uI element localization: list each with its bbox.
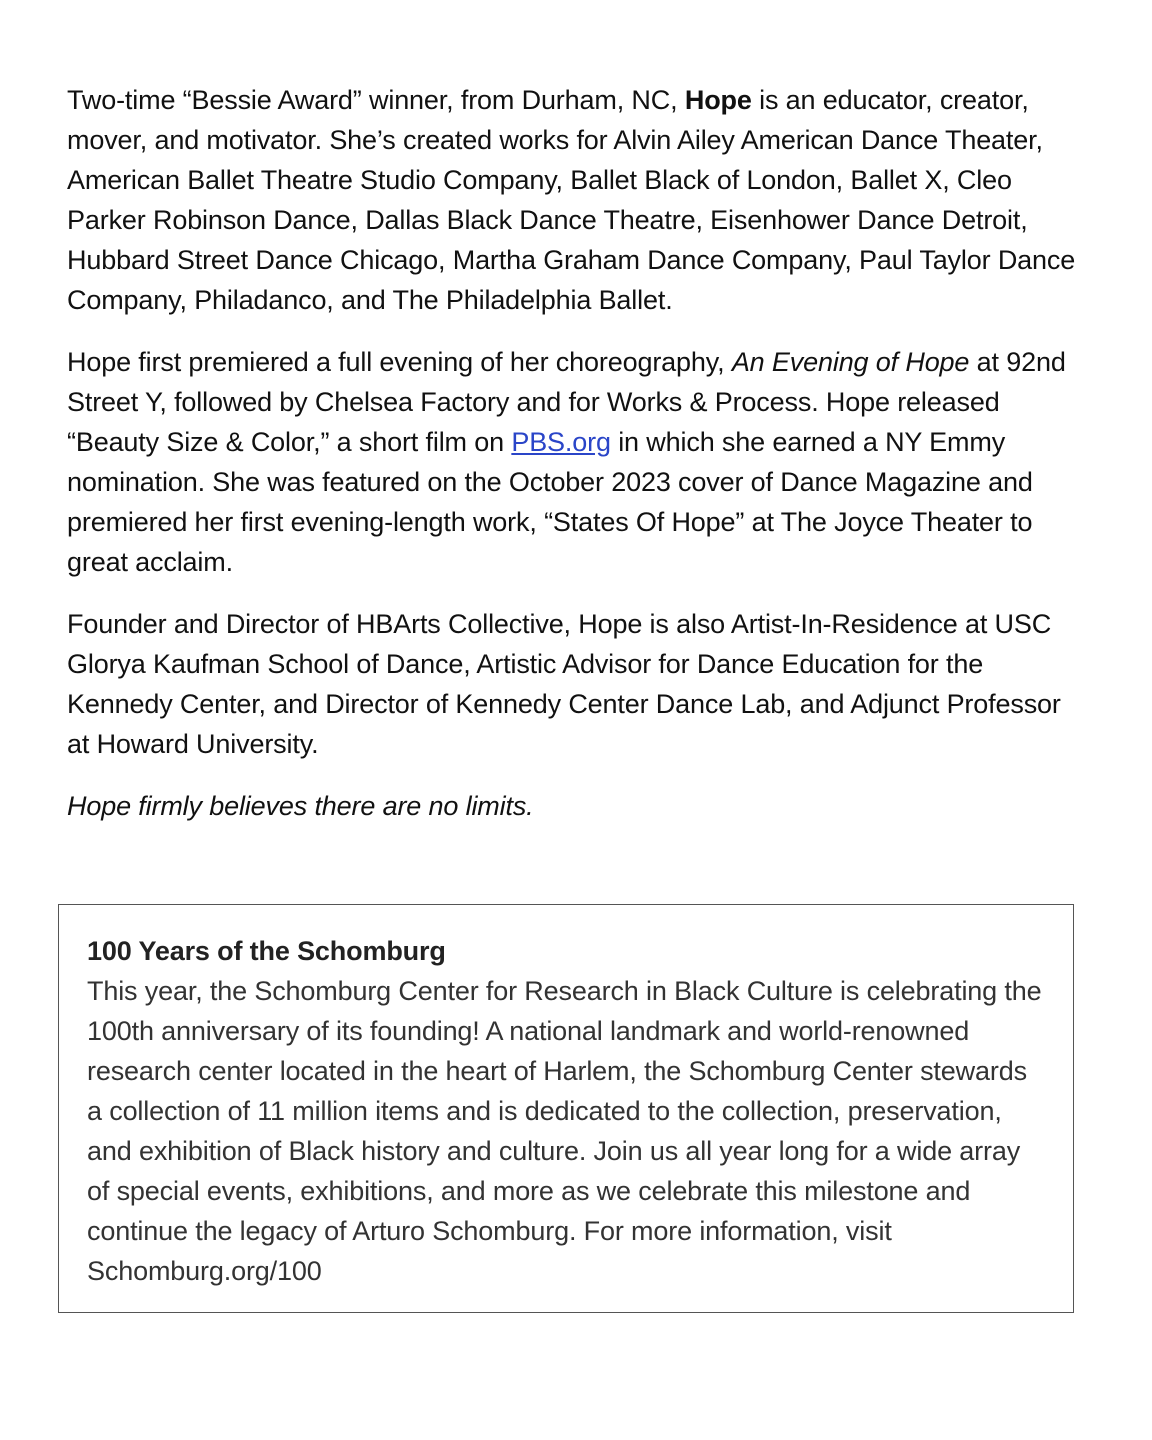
bio-p1-rest: is an educator, creator, mover, and motivator. She’s created works for Alvin Ailey American Dance Theater, American Ballet Theatre Studio Company, Ballet Black of London, Ballet X, Cleo Parker Robinson Dance, Dallas Black Dance Theatre, Eisenhower Dance Detroit, Hubbard Street Dance Chicago, Martha Graham Dance Company, Paul Taylor Dance Company, Philadanco, and The Philadelphia Ballet. bbox=[67, 85, 1076, 315]
evening-title: An Evening of Hope bbox=[731, 347, 970, 377]
bio-section bbox=[67, 80, 1077, 848]
bio-p2-intro: Hope first premiered a full evening of her choreography, bbox=[67, 347, 732, 377]
callout-title: 100 Years of the Schomburg bbox=[87, 936, 446, 966]
callout-body: This year, the Schomburg Center for Research in Black Culture is celebrating the 100th anniversary of its founding! A national landmark and world-renowned research center located in the heart of Harlem, the Schomburg Center stewards a collection of 11 million items and is dedicated to the collection, preservation, and exhibition of Black history and culture. Join us all year long for a wide array of special events, exhibitions, and more as we celebrate this milestone and continue the legacy of Arturo Schomburg. For more information, visit Schomburg.org/100 bbox=[87, 976, 1042, 1286]
motto: Hope firmly believes there are no limits. bbox=[67, 791, 534, 821]
bio-paragraph-4 bbox=[67, 786, 1077, 826]
pbs-link[interactable]: PBS.org bbox=[511, 427, 611, 457]
bio-p2-rest: in which she earned a NY Emmy nomination. She was featured on the October 2023 cover of Dance Magazine and premiered her first evening-length work, “States Of Hope” at The Joyce Theater to great acclaim. bbox=[67, 427, 1033, 577]
bio-paragraph-1 bbox=[67, 80, 1077, 320]
bio-paragraph-2 bbox=[67, 342, 1077, 582]
bio-name: Hope bbox=[684, 85, 752, 115]
bio-paragraph-3: Founder and Director of HBArts Collective, Hope is also Artist-In-Residence at USC Glorya Kaufman School of Dance, Artistic Advisor for Dance Education for the Kennedy Center, and Director of Kennedy Center Dance Lab, and Adjunct Professor at Howard University. bbox=[67, 609, 1061, 759]
bio-p1-intro: Two-time “Bessie Award” winner, from Durham, NC, bbox=[67, 85, 685, 115]
schomburg-callout-box bbox=[58, 904, 1074, 1313]
bio-p2-middle: at 92nd Street Y, followed by Chelsea Factory and for Works & Process. Hope released “Beauty Size & Color,” a short film on bbox=[67, 347, 1066, 457]
